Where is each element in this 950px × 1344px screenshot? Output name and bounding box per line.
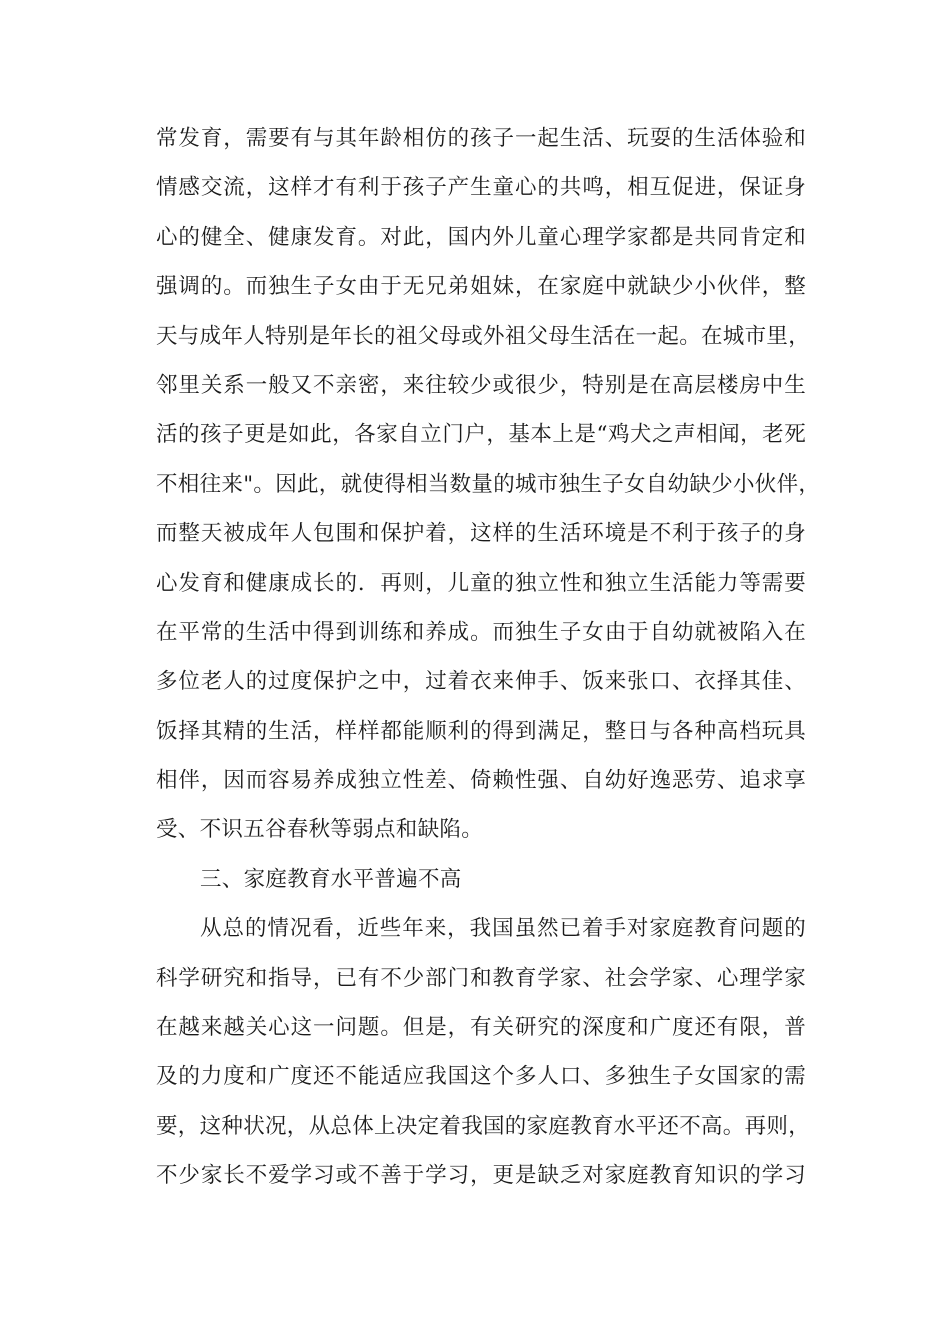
text-line: 从总的情况看，近些年来，我国虽然已着手对家庭教育问题的 [200,916,806,942]
text-line: 多位老人的过度保护之中，过着衣来伸手、饭来张口、衣择其佳、 [156,669,806,695]
text-line: 科学研究和指导，已有不少部门和教育学家、社会学家、心理学家 [156,965,806,991]
text-line: 受、不识五谷春秋等弱点和缺陷。 [156,817,484,843]
text-line: 不少家长不爱学习或不善于学习，更是缺乏对家庭教育知识的学习 [156,1163,806,1189]
text-line: 饭择其精的生活，样样都能顺利的得到满足，整日与各种高档玩具 [156,718,806,744]
body-text [156,114,821,1201]
text-line: 要，这种状况，从总体上决定着我国的家庭教育水平还不高。再则， [156,1113,811,1139]
text-line: 心的健全、健康发育。对此，国内外儿童心理学家都是共同肯定和 [156,224,806,250]
text-line: 心发育和健康成长的．再则，儿童的独立性和独立生活能力等需要 [156,570,806,596]
text-line: 相伴，因而容易养成独立性差、倚赖性强、自幼好逸恶劳、追求享 [156,768,806,794]
text-line: 活的孩子更是如此，各家自立门户，基本上是“鸡犬之声相闻，老死 [156,422,806,448]
text-line: 强调的。而独生子女由于无兄弟姐妹，在家庭中就缺少小伙伴，整 [156,274,806,300]
text-line: 在平常的生活中得到训练和养成。而独生子女由于自幼就被陷入在 [156,619,806,645]
text-line: 及的力度和广度还不能适应我国这个多人口、多独生子女国家的需 [156,1064,806,1090]
text-line: 天与成年人特别是年长的祖父母或外祖父母生活在一起。在城市里， [156,323,811,349]
text-line: 不相往来"。因此，就使得相当数量的城市独生子女自幼缺少小伙伴， [156,471,821,497]
text-line: 情感交流，这样才有利于孩子产生童心的共鸣，相互促进，保证身 [156,175,806,201]
section-heading: 三、家庭教育水平普遍不高 [200,866,462,892]
text-line: 而整天被成年人包围和保护着，这样的生活环境是不利于孩子的身 [156,521,806,547]
text-line: 在越来越关心这一问题。但是，有关研究的深度和广度还有限，普 [156,1015,806,1041]
text-line: 常发育，需要有与其年龄相仿的孩子一起生活、玩耍的生活体验和 [156,126,806,151]
text-line: 邻里关系一般又不亲密，来往较少或很少，特别是在高层楼房中生 [156,372,806,398]
